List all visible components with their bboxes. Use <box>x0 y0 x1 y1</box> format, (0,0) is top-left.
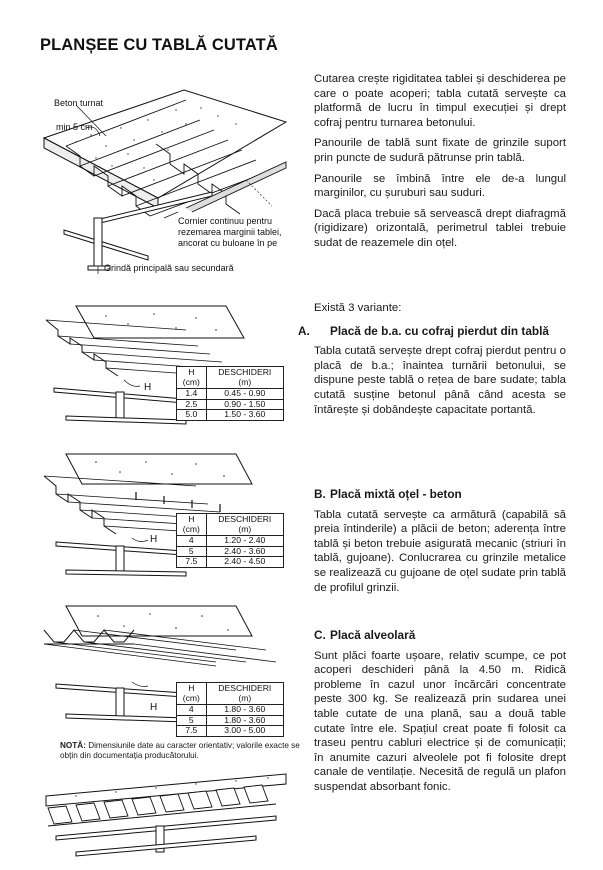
intro-paragraph: Cutarea crește rigiditatea tablei și deschiderea pe care o poate acoperi; tabla cutată servește ca platformă de lucru în timpul execuției și drept cofraj pentru turnarea betonului. <box>314 73 566 129</box>
label-min-thickness: min 5 cm <box>56 122 93 132</box>
col-h: H (cm) <box>177 683 207 705</box>
variant-b-heading: B. Placă mixtă oțel - beton <box>314 487 462 501</box>
table-row: 1.4 0.45 - 0.90 <box>177 389 284 400</box>
col-span: DESCHIDERI (m) <box>206 367 283 389</box>
label-h-b: H <box>150 534 158 545</box>
col-span: DESCHIDERI (m) <box>206 683 283 705</box>
col-h: H (cm) <box>177 367 207 389</box>
intro-paragraph: Panourile de tablă sunt fixate de grinzile suport prin puncte de sudură pătrunse prin tablă. <box>314 137 566 164</box>
col-h: H (cm) <box>177 514 207 536</box>
variant-a-heading: A. Placă de b.a. cu cofraj pierdut din tablă <box>298 323 549 338</box>
label-beton-turnat: Beton turnat <box>54 98 104 108</box>
variant-a-section <box>298 301 566 423</box>
span-table-a <box>176 366 284 421</box>
deck-overview-drawing <box>36 80 298 280</box>
page-title: PLANȘEE CU TABLĂ CUTATĂ <box>40 36 278 54</box>
intro-section <box>314 72 566 257</box>
intro-paragraph: Dacă placa trebuie să servească drept diafragmă (rigidizare) orizontală, perimetrul tablei trebuie sudat de reazemele din oțel. <box>314 207 566 249</box>
cellular-deck-drawing <box>36 766 298 862</box>
label-h-a: H <box>144 382 152 393</box>
table-row: 4 1.20 - 2.40 <box>177 536 284 547</box>
variant-b-text: Tabla cutată servește ca armătură (capabilă să preia întinderile) a plăcii de beton; aderența între tablă și beton trebuie asigurată mecanic (striuri în tablă, gujoane). Conlucrarea cu grinzile metalice se realizează cu gujoane de oțel sudate prin tablă de profilul grinzii. <box>314 508 566 594</box>
table-row: 2.5 0.90 - 1.50 <box>177 399 284 410</box>
variant-c-section <box>314 628 566 801</box>
variant-a-text: Tabla cutată servește drept cofraj pierdut pentru o placă de b.a.; înaintea turnării betonului, se dispune peste tablă o rețea de bare sudate; tabla cutată susține betonul până când acesta se întărește și dobândește capacitate portantă. <box>314 345 566 416</box>
label-h-c: H <box>150 702 158 713</box>
note <box>60 741 300 761</box>
span-table-b <box>176 513 284 568</box>
intro-paragraph: Panourile se îmbină între ele de-a lungul marginilor, cu șuruburi sau suduri. <box>314 172 566 200</box>
variant-c-text: Sunt plăci foarte ușoare, relativ scumpe, ce pot acoperi deschideri până la 4.50 m. Ridică probleme în cazul unor încărcări concentrate peste 300 kg. Se realizează prin sudarea unei table cutate de una plană, sau a două table cutate între ele. Spațiul creat poate fi folosit ca traseu pentru cabluri electrice și de comunicații; în anumite cazuri alveolele pot fi folosite drept canale de ventilație. Necesită de regulă un plafon suspendat absorbant fonic. <box>314 649 566 793</box>
variant-b-section <box>314 487 566 601</box>
variant-c-heading: C. Placă alveolară <box>314 628 416 642</box>
span-table-c <box>176 682 284 737</box>
col-span: DESCHIDERI (m) <box>206 514 283 536</box>
table-row: 5.0 1.50 - 3.60 <box>177 410 284 421</box>
label-cornier-3: ancorat cu buloane în pe <box>178 238 278 248</box>
label-cornier-2: rezemarea marginii tablei, <box>178 227 282 237</box>
variants-intro: Există 3 variante: <box>314 302 402 314</box>
label-cornier-1: Cornier continuu pentru <box>178 216 273 226</box>
table-row: 7.5 2.40 - 4.50 <box>177 557 284 568</box>
table-row: 5 1.80 - 3.60 <box>177 715 284 726</box>
table-row: 5 2.40 - 3.60 <box>177 546 284 557</box>
table-row: 7.5 3.00 - 5.00 <box>177 726 284 737</box>
note-text: Dimensiunile date au caracter orientativ; valorile exacte se obțin din documentația producătorului. <box>60 741 300 761</box>
note-label: NOTĂ: <box>60 741 86 750</box>
table-row: 4 1.80 - 3.60 <box>177 705 284 716</box>
label-grinda: Grindă principală sau secundară <box>104 263 234 273</box>
